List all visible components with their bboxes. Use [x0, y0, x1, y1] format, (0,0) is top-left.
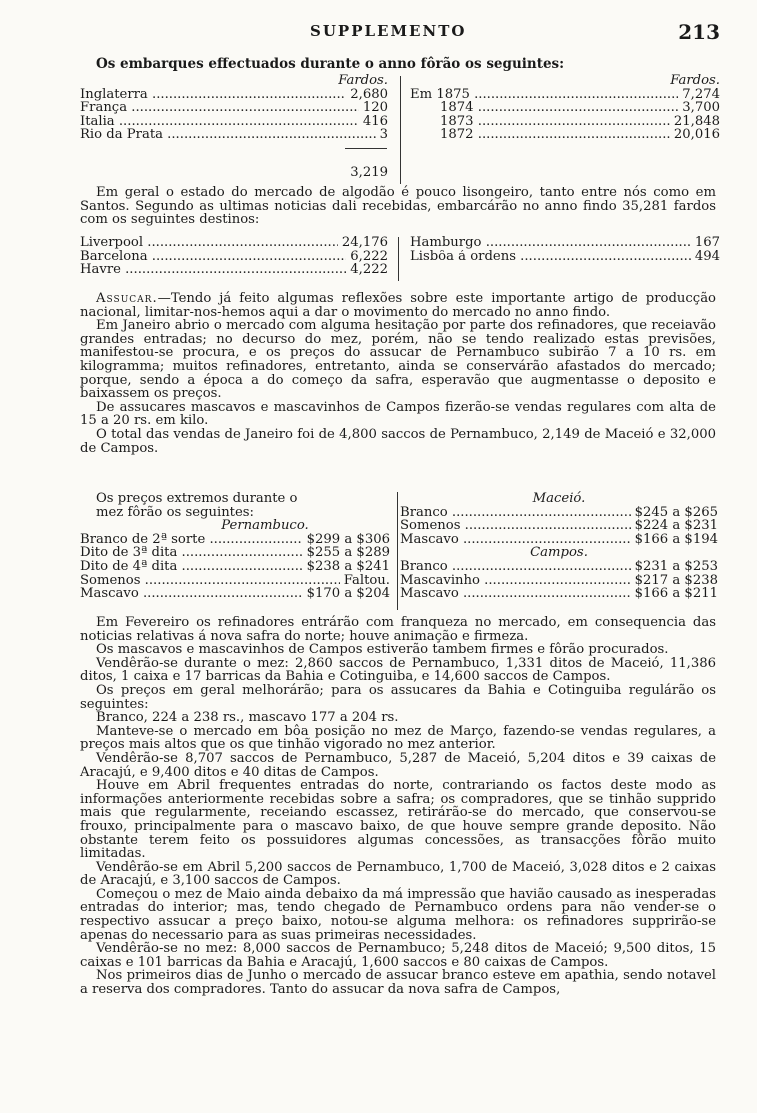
table-row: Em 1875 ..... 7,274 [410, 88, 720, 102]
table-row: 1872 ..... 20,016 [410, 128, 720, 142]
table-row: Inglaterra ..... 2,680 [80, 88, 388, 102]
table-row: França ..... 120 [80, 101, 388, 115]
table-caption: Pernambuco. [221, 518, 309, 534]
table-row: Mascavinho ..... $217 a $238 [400, 574, 718, 588]
market-movement-paragraphs: Em Fevereiro os refinadores entrárão com franqueza no mercado, em consequencia das noticias relativas á nova safra do norte; houve animação e firmeza. Os mascavos e mascavinhos de Campos estiverão tambem firmes e fôrão procurados. Vendêrão-se durante o mez: 2,860 saccos de Pernambuco, 1,331 ditos de Maceió, 11,386 ditos, 1 caixa e 17 barricas da Bahia e Cotinguiba, e 14,600 saccos de Campos. Os preços em geral melhorárão; para os assucares da Bahia e Cotinguiba regulárão os seguintes: Branco, 224 a 238 rs., mascavo 177 a 204 rs. Manteve-se o mercado em bôa posição no mez de Março, fazendo-se vendas regulares, a preços mais altos que os que tinhão vigorado no mez anterior. Vendêrão-se 8,707 saccos de Pernambuco, 5,287 de Maceió, 5,204 ditos e 39 caixas de Aracajú, e 9,400 ditos e 40 ditas de Campos. Houve em Abril frequentes entradas do norte, contrariando os factos deste modo as informações anteriormente recebidas sobre a safra; os compradores, que se tinhão supprido mais que regularmente, receiando escassez, retirárão-se do mercado, que conservou-se frouxo, principalmente para o mascavo baixo, de que houve sempre grande deposito. Não obstante terem feito os possuidores algumas concessões, as transacções fôrão muito limitadas. Vendêrão-se em Abril 5,200 saccos de Pernambuco, 1,700 de Maceió, 3,028 ditos e 2 caixas de Aracajú, e 3,100 saccos de Campos. Começou o mez de Maio ainda debaixo da má impressão que havião causado as inesperadas entradas do interior; mas, tendo chegado de Pernambuco ordens para não vender-se o respectivo assucar a preço baixo, notou-se alguma melhora: os refinadores supprirão-se apenas do necessario para as suas primeiras necessidades. Vendêrão-se no mez: 8,000 saccos de Pernambuco; 5,248 ditos de Maceió; 9,500 ditos, 15 caixas e 101 barricas da Bahia e Aracajú, 1,600 saccos e 80 caixas de Campos. Nos primeiros dias de Junho o mercado de assucar branco esteve em apathia, sendo notavel a reserva dos compradores. Tanto do assucar da nova safra de Campos, [80, 615, 716, 998]
table-row: Branco ..... $231 a $253 [400, 560, 718, 574]
sugar-paragraphs: Assucar.—Tendo já feito algumas reflexões sobre este importante artigo de producção nacional, limitar-nos-hemos aqui a dar o movimento do mercado no anno findo. Em Janeiro abrio o mercado com alguma hesitação por parte dos refinadores, que receiavão grandes entradas; no decurso do mez, porém, não se tendo realizado estas previsões, manifestou-se procura, e os preços do assucar de Pernambuco subirão 7 a 10 rs. em kilogramma; muitos refinadores, entretanto, ainda se conservárão afastados do mercado; porque, sendo a época a do começo da safra, esperavão que augmentasse o deposito e baixassem os preços. De assucares mascavos e mascavinhos de Campos fizerão-se vendas regulares com alta de 15 a 20 rs. em kilo. O total das vendas de Janeiro foi de 4,800 saccos de Pernambuco, 2,149 de Maceió e 32,000 de Campos. [80, 291, 716, 456]
table-row: Liverpool ..... 24,176 [80, 236, 388, 250]
table-row: Somenos ..... Faltou. [80, 574, 390, 588]
table-caption: Maceió. [532, 491, 586, 506]
page-header [80, 20, 720, 44]
table-row: Branco de 2ª sorte ..... $299 a $306 [80, 533, 390, 547]
table-total: 3,219 [350, 165, 388, 180]
table-row: Dito de 3ª dita ..... $255 a $289 [80, 546, 390, 560]
column-divider [398, 237, 399, 281]
table-row: Somenos ..... $224 a $231 [400, 519, 718, 533]
running-title: SUPPLEMENTO [310, 22, 467, 40]
table-row: Dito de 4ª dita ..... $238 a $241 [80, 560, 390, 574]
total-rule [345, 148, 387, 149]
cotton-market-paragraph: Em geral o estado do mercado de algodão é pouco lisongeiro, tanto entre nós como em Santos. Segundo as ultimas noticias dali recebidas, embarcárão no anno findo 35,281 fardos com os seguintes destinos: [80, 185, 716, 228]
shipments-by-destination-table [80, 74, 388, 142]
table-row: Lisbôa á ordens ..... 494 [410, 250, 720, 264]
pernambuco-prices-table [80, 492, 390, 601]
page-number: 213 [678, 20, 720, 44]
cotton-destinations-table-right [410, 236, 720, 263]
table-row: Rio da Prata ..... 3 [80, 128, 388, 142]
shipments-by-year-table [410, 74, 720, 142]
table-row: Branco ..... $245 a $265 [400, 506, 718, 520]
table-row: Mascavo ..... $166 a $194 [400, 533, 718, 547]
table-caption: Campos. [530, 545, 588, 561]
column-header: Fardos. [670, 73, 720, 88]
table-row: Mascavo ..... $170 a $204 [80, 587, 390, 601]
table-row: Hamburgo ..... 167 [410, 236, 720, 250]
column-divider [400, 76, 401, 184]
table-row: Italia ..... 416 [80, 115, 388, 129]
table-row: Havre ..... 4,222 [80, 263, 388, 277]
shipments-intro: Os embarques effectuados durante o anno fôrão os seguintes: [96, 56, 565, 72]
cotton-destinations-table [80, 236, 388, 277]
maceio-campos-prices-table [400, 492, 718, 601]
table-row: Mascavo ..... $166 a $211 [400, 587, 718, 601]
column-header: Fardos. [338, 73, 388, 88]
table-row: Barcelona ..... 6,222 [80, 250, 388, 264]
section-lead: Assucar. [96, 291, 158, 306]
table-row: 1874 ..... 3,700 [410, 101, 720, 115]
column-divider [397, 492, 398, 610]
prices-intro: Os preços extremos durante o mez fôrão os seguintes: [96, 491, 298, 520]
table-row: 1873 ..... 21,848 [410, 115, 720, 129]
